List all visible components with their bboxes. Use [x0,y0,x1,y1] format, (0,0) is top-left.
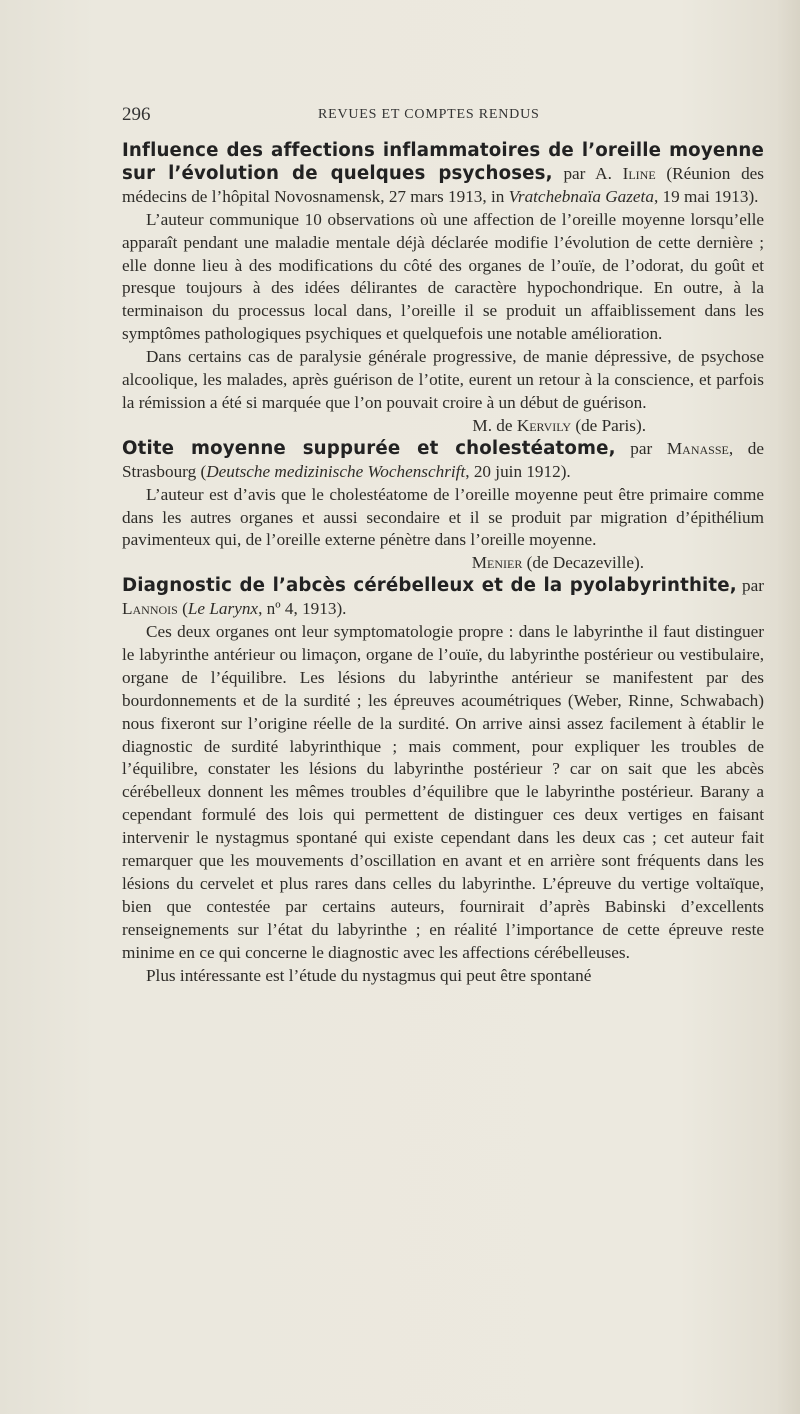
article-3-paragraph: Ces deux organes ont leur symptomatologie propre : dans le labyrinthe il faut distinguer le labyrinthe antérieur ou limaçon, organe de l’ouïe, du labyrinthe postérieur ou vestibulaire, organe de l’équilibre. Les lésions du labyrinthe antérieur se manifestent par des bourdonnements et de la surdité ; les épreuves acoumétriques (Weber, Rinne, Schwabach) nous fixeront sur l’origine réelle de la surdité. On arrive ainsi assez facilement à établir le diagnostic de surdité labyrinthique ; mais comment, pour expliquer les troubles de l’équilibre, constater les lésions du labyrinthe postérieur ? car on sait que les abcès cérébelleux donnent les mêmes troubles d’équilibre que le labyrinthe postérieur. Barany a cependant formulé des lois qui permettent de distinguer ces deux vertiges en faisant intervenir le nystagmus spontané qui existe cependant dans les deux cas ; cet auteur fait remarquer que les mouvements d’oscillation en avant et en arrière sont fréquents dans les lésions du cervelet et plus rares dans celles du labyrinthe. L’épreuve du vertige voltaïque, bien que contestée par certains auteurs, fournirait d’après Babinski d’excellents renseignements sur l’état du labyrinthe ; en réalité l’importance de cette épreuve reste minime en ce qui concerne le diagnostic avec les affections cérébelleuses. [122,622,764,962]
article-3-title: Diagnostic de l’abcès cérébelleux et de la pyolabyrinthite, [122,575,737,597]
article-2-title: Otite moyenne suppurée et cholestéatome, [122,437,616,459]
page-number: 296 [122,104,151,125]
article-1-title: Influence des affections inflammatoires de l’oreille moyenne sur l’évolution de quelques psychoses, [122,140,764,184]
article-3-source: ( [177,599,188,619]
signature-name: Menier [471,553,523,573]
article-2-journal: Deutsche medizinische Wochenschrift [206,461,466,481]
article-1-source-end: , 19 mai 1913). [653,186,759,206]
running-title: REVUES ET COMPTES RENDUS [318,107,540,122]
article-3-source-end: , nº 4, 1913). [258,599,347,619]
signature-name: Kervily [516,415,572,435]
article-1 [122,140,764,438]
article-1-signature [122,415,764,438]
article-3-author: Lannois [122,599,178,619]
article-1-by: par A. [552,163,623,183]
article-3-paragraph: Plus intéressante est l’étude du nystagmus qui peut être spontané [146,965,592,985]
article-1-author: Iline [622,163,656,183]
article-3-journal: Le Larynx [187,599,259,619]
signature-place: (de Paris). [571,415,646,435]
article-2 [122,438,764,575]
article-3-heading [122,575,764,621]
article-2-signature [122,552,764,575]
article-2-author: Manasse [666,438,729,458]
article-3-by: par [736,576,764,596]
article-2-source: , de Strasbourg ( [122,438,764,481]
signature-prefix: M. de [472,415,517,435]
article-2-heading [122,438,764,484]
article-2-paragraph: L’auteur est d’avis que le cholestéatome de l’oreille moyenne peut être primaire comme dans les autres organes et aussi secondaire et il se produit par migration d’épithélium pavimenteux qui, de l’oreille externe pénètre dans l’oreille moyenne. [122,484,764,550]
article-2-source-end: , 20 juin 1912). [465,461,571,481]
article-1-source: (Réunion des médecins de l’hôpital Novosnamensk, 27 mars 1913, in [122,163,764,206]
page-body [122,140,764,988]
article-1-paragraph: Dans certains cas de paralysie générale progressive, de manie dépressive, de psychose alcoolique, les malades, après guérison de l’otite, eurent un retour à la conscience, et parfois la rémission a été si marquée que l’on pouvait croire à un début de guérison. [122,347,764,412]
article-1-heading [122,140,764,209]
article-3 [122,575,764,987]
signature-place: (de Decazeville). [522,553,644,573]
article-2-by: par [615,438,667,458]
article-1-journal: Vratchebnaïa Gazeta [508,186,654,206]
article-1-paragraph: L’auteur communique 10 observations où une affection de l’oreille moyenne lorsqu’elle apparaît pendant une maladie mentale déjà déclarée modifie l’évolution de cette dernière ; elle donne lieu à des modifications du côté des organes de l’ouïe, de l’odorat, du goût et presque toujours à des idées délirantes de caractère hypochondrique. En outre, à la terminaison du processus local dans, l’oreille il se produit un affaiblissement dans les symptômes pathologiques psychiques et quelquefois une notable amélioration. [122,209,764,344]
